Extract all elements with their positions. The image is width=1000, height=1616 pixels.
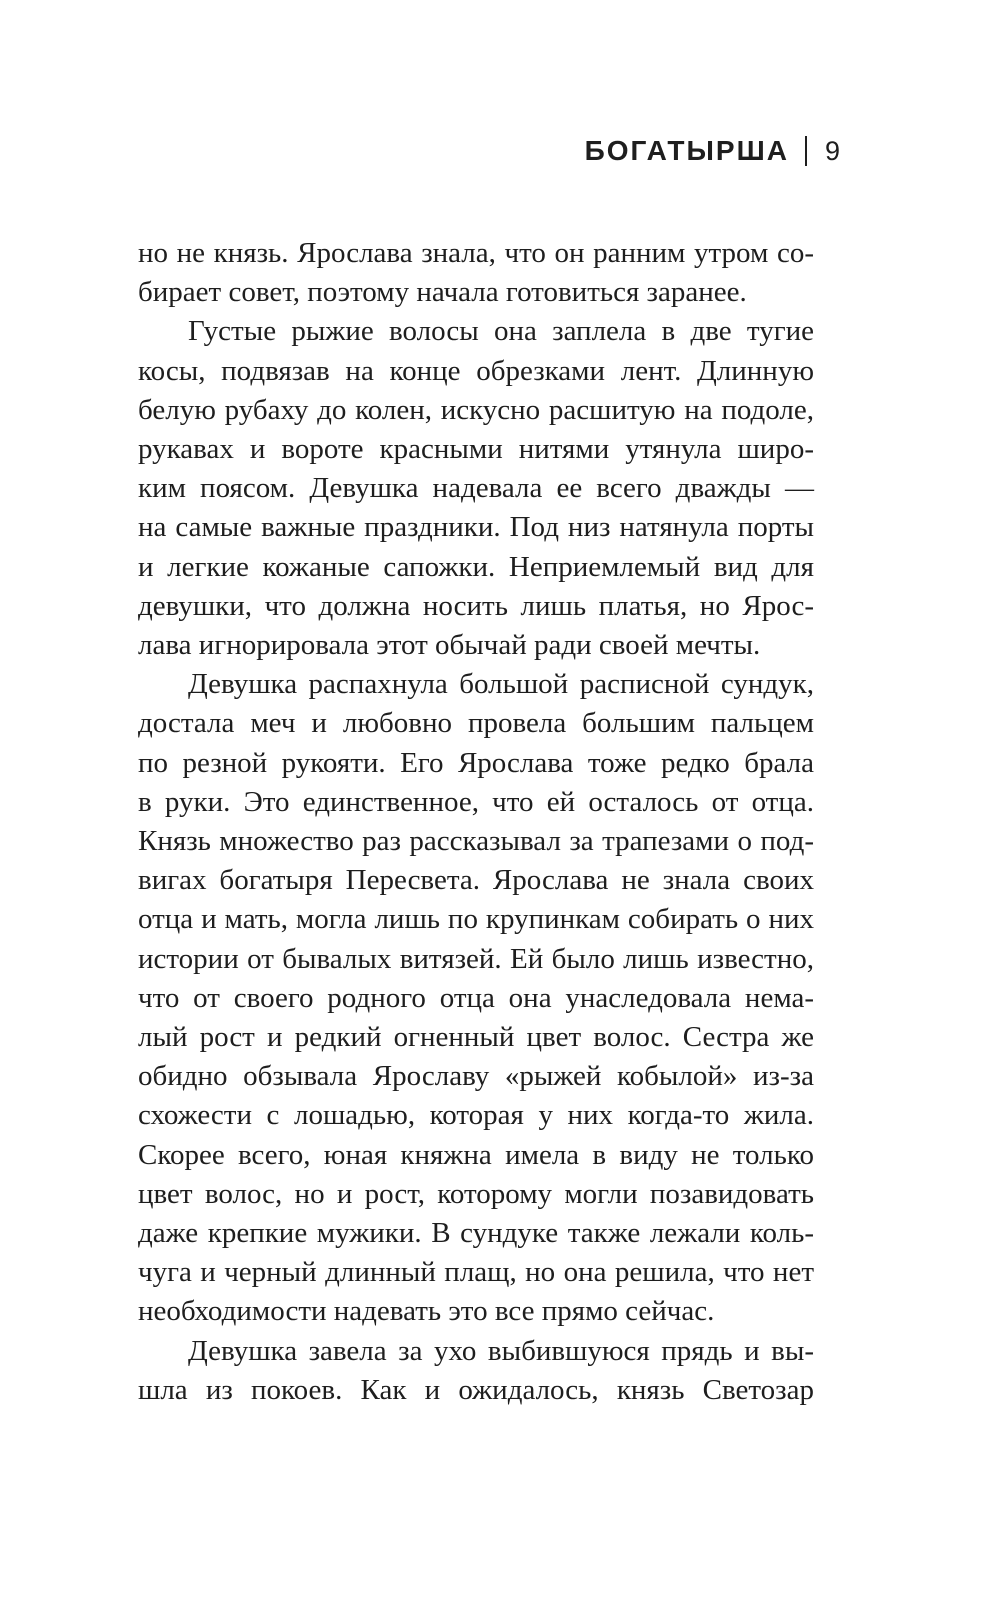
text-line: цвет волос, но и рост, которому могли позавидовать (138, 1177, 814, 1210)
text-line: Девушка завела за ухо выбившуюся прядь и вы- (188, 1334, 814, 1367)
text-line: Девушка распахнула большой расписной сундук, (188, 668, 814, 701)
header-divider (805, 136, 807, 166)
page-number: 9 (824, 135, 840, 166)
text-line: лава игнорировала этот обычай ради своей мечты. (138, 629, 761, 662)
text-line: ким поясом. Девушка надевала ее всего дважды — (138, 472, 814, 505)
text-line: по резной рукояти. Его Ярослава тоже редко брала (138, 746, 814, 779)
running-head (585, 131, 840, 171)
paragraph (138, 312, 814, 665)
text-line: необходимости надевать это все прямо сейчас. (138, 1295, 715, 1328)
text-line: белую рубаху до колен, искусно расшитую на подоле, (138, 393, 814, 426)
text-line: девушки, что должна носить лишь платья, но Ярос- (138, 589, 814, 622)
text-line: чуга и черный длинный плащ, но она решила, что нет (138, 1256, 814, 1289)
text-line: Князь множество раз рассказывал за трапезами о под- (138, 825, 814, 858)
text-line: схожести с лошадью, которая у них когда-то жила. (138, 1099, 814, 1132)
text-line: что от своего родного отца она унаследовала нема- (138, 981, 814, 1014)
text-line: лый рост и редкий огненный цвет волос. Сестра же (138, 1021, 814, 1054)
text-line: косы, подвязав на конце обрезками лент. Длинную (138, 354, 814, 387)
text-line: в руки. Это единственное, что ей осталось от отца. (138, 785, 814, 818)
text-line: достала меч и любовно провела большим пальцем (138, 707, 814, 740)
body-text (138, 234, 814, 1410)
paragraph (138, 665, 814, 1331)
text-line: шла из покоев. Как и ожидалось, князь Светозар (138, 1373, 814, 1406)
text-line: отца и мать, могла лишь по крупинкам собирать о них (138, 903, 814, 936)
text-line: но не князь. Ярослава знала, что он ранним утром со- (138, 237, 814, 269)
text-line: истории от бывалых витязей. Ей было лишь известно, (138, 942, 814, 975)
text-line: Скорее всего, юная княжна имела в виду не только (138, 1138, 814, 1171)
text-line: и легкие кожаные сапожки. Неприемлемый вид для (138, 550, 814, 583)
text-line: Густые рыжие волосы она заплела в две тугие (188, 315, 814, 348)
text-line: даже крепкие мужики. В сундуке также лежали коль- (138, 1217, 814, 1250)
text-line: на самые важные праздники. Под низ натянула порты (138, 511, 814, 544)
text-line: обидно обзывала Ярославу «рыжей кобылой» из-за (138, 1060, 814, 1093)
paragraph (138, 234, 814, 312)
text-line: бирает совет, поэтому начала готовиться заранее. (138, 276, 747, 309)
text-line: рукавах и вороте красными нитями утянула широ- (138, 433, 814, 466)
paragraph (138, 1332, 814, 1410)
book-title: БОГАТЫРША (584, 135, 789, 166)
text-line: вигах богатыря Пересвета. Ярослава не знала своих (138, 864, 814, 897)
